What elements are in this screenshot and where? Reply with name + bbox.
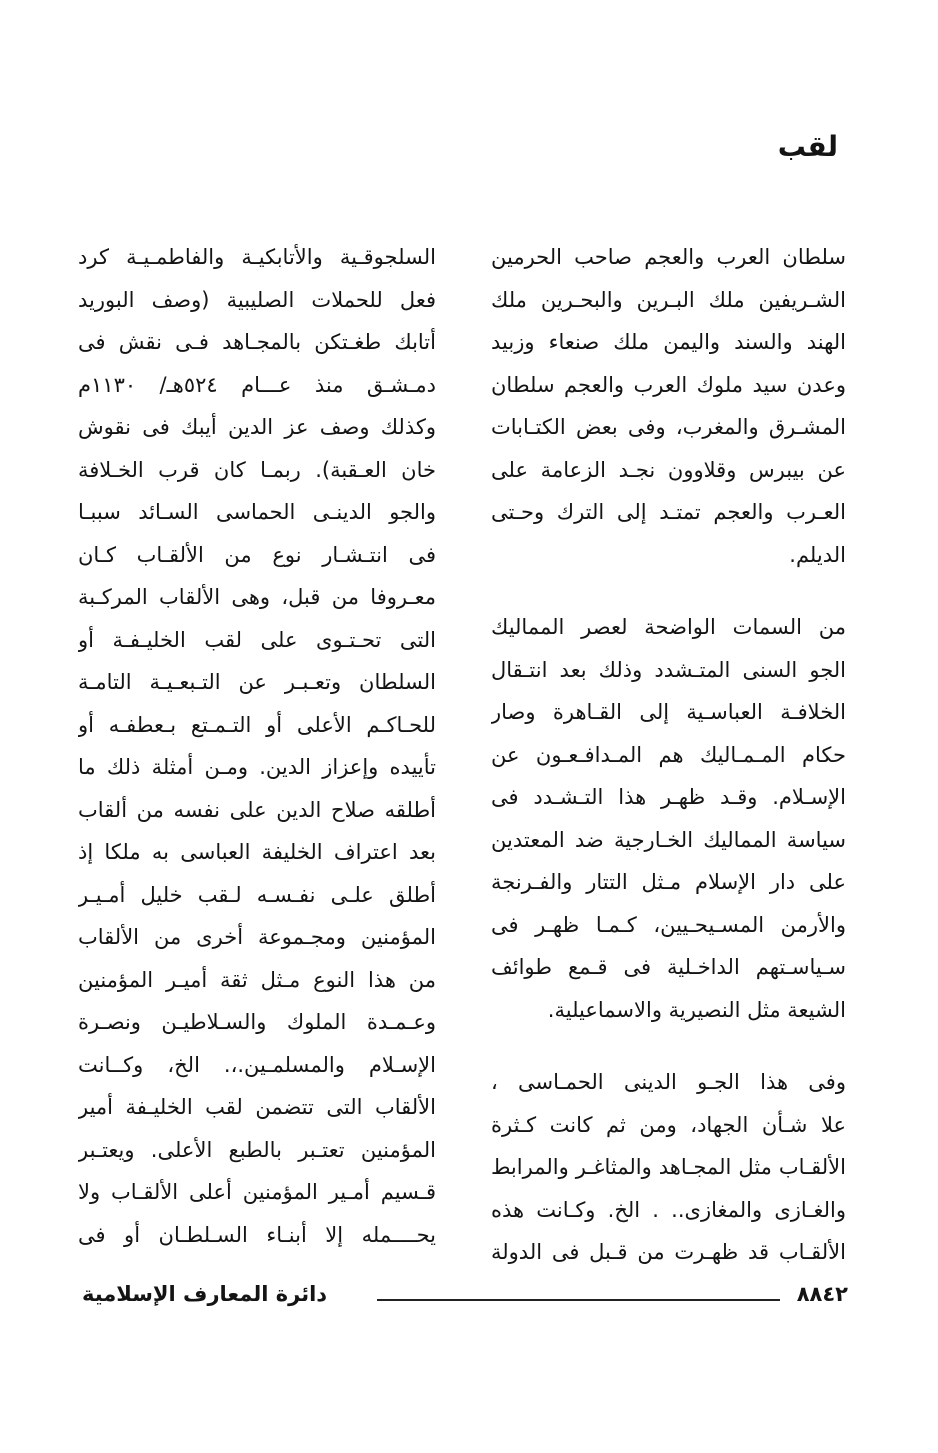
page-footer bbox=[82, 1282, 848, 1318]
paragraph-2 bbox=[491, 606, 846, 1031]
text-line: السلجوقـية والأتابكيـة والفاطمـيـة كرد bbox=[78, 245, 436, 269]
text-line: الهند والسند واليمن ملك صنعاء وزبيد bbox=[491, 330, 846, 354]
text-line: التى تحـتـوى على لقب الخليـفـة أو bbox=[78, 627, 436, 652]
text-line: والجو الدينـى الحماسى السـائد سببـا bbox=[78, 500, 436, 524]
text-line: سلطان العرب والعجم صاحب الحرمين bbox=[491, 245, 846, 269]
right-column bbox=[491, 236, 846, 1274]
text-line: الخلافـة العباسـية إلى القـاهرة وصار bbox=[491, 700, 846, 724]
text-line: من هذا النوع مـثل ثقة أميـر المؤمنين bbox=[78, 967, 436, 992]
text-line: الجو السنى المتـشدد وذلك بعد انتـقال bbox=[491, 657, 846, 682]
footer-rule bbox=[377, 1299, 780, 1301]
text-line: المشـرق والمغرب، وفى بعض الكتـابات bbox=[491, 415, 846, 439]
text-line: بعد اعتراف الخليفة العباسى به ملكا إذ bbox=[78, 840, 436, 864]
paragraph-continued bbox=[78, 236, 436, 1256]
text-line: حكام المـمـاليك هم المـدافـعـون عن bbox=[491, 742, 846, 767]
text-line: خان العـقبة). ربمـا كان قرب الخـلافة bbox=[78, 457, 436, 482]
text-line: من السمات الواضحة لعصر المماليك bbox=[491, 615, 846, 639]
text-line: الألقـاب مثل المجـاهد والمثاغـر والمرابط bbox=[491, 1155, 846, 1179]
text-line: العـرب والعجم تمتـد إلى الترك وحـتى bbox=[491, 500, 846, 524]
text-line: أطلقه صلاح الدين على نفسه من ألقاب bbox=[78, 797, 436, 822]
text-line: فى انتـشـار نوع من الألقـاب كـان bbox=[78, 542, 436, 567]
text-line: الألقاب التى تتضمن لقب الخليـفة أمير bbox=[78, 1095, 436, 1119]
text-line: السلطان وتعـبـر عن التـبعـيـة التامـة bbox=[78, 670, 436, 694]
text-line: الشيعة مثل النصيرية والاسماعيلية. bbox=[547, 997, 846, 1022]
text-line: المؤمنين ومجـموعة أخرى من الألقاب bbox=[78, 925, 436, 949]
text-line: أطلق علـى نفـسـه لـقب خليل أمـيـر bbox=[78, 882, 436, 907]
text-line: والغـازى والمغازى.. . الخ. وكـانت هذه bbox=[491, 1197, 846, 1222]
text-line: سياسة المماليك الخـارجية ضد المعتدين bbox=[491, 827, 846, 852]
publication-title: دائرة المعارف الإسلامية bbox=[82, 1282, 328, 1306]
text-line: الإسـلام. وقـد ظهـر هذا التـشـدد فى bbox=[491, 785, 846, 809]
text-line: أتابك طغـتكن بالمجـاهد فـى نقش فى bbox=[78, 330, 436, 354]
running-head: لقب bbox=[777, 130, 838, 163]
text-line: الديلم. bbox=[789, 542, 846, 567]
text-line: الإسـلام والمسلمـين.،. الخ، وكــانت bbox=[78, 1052, 436, 1077]
page-number: ٨٨٤٢ bbox=[796, 1282, 848, 1306]
text-line: الألقـاب قد ظهـرت من قـبل فى الدولة bbox=[491, 1240, 846, 1264]
text-line: للحـاكـم الأعلى أو التـمـتع بـعطفـه أو bbox=[78, 712, 436, 737]
text-line: قـسيم أمـير المؤمنين أعلى الألقـاب ولا bbox=[78, 1180, 436, 1204]
paragraph-gap bbox=[491, 1031, 846, 1061]
text-line: والأرمن المسـيحـيين، كـمـا ظهـر فى bbox=[491, 912, 846, 937]
paragraph-3 bbox=[491, 1061, 846, 1274]
text-line: دمـشـق منذ عـــام ٥٢٤هـ/ ١١٣٠م bbox=[78, 372, 436, 397]
text-line: على دار الإسلام مـثل التتار والفـرنجة bbox=[491, 870, 846, 894]
text-line: يحــــمله إلا أبنـاء السـلطـان أو فى bbox=[78, 1222, 436, 1247]
text-line: الشـريفين ملك البـرين والبحـرين ملك bbox=[491, 287, 846, 312]
paragraph-1 bbox=[491, 236, 846, 576]
text-line: سـياسـتهم الداخـلية فى قـمع طوائف bbox=[491, 955, 846, 979]
text-line: وعـمـدة الملوك والسـلاطيـن ونصـرة bbox=[78, 1010, 436, 1034]
text-line: وفى هذا الجـو الدينى الحمـاسى ، bbox=[491, 1070, 846, 1094]
text-line: المؤمنين تعتـبر بالطبع الأعلى. ويعتـبر bbox=[78, 1137, 436, 1162]
paragraph-gap bbox=[491, 576, 846, 606]
text-line: علا شـأن الجهاد، ومن ثم كانت كـثرة bbox=[491, 1112, 846, 1137]
text-line: وكذلك وصف عز الدين أيبك فى نقوش bbox=[78, 415, 436, 439]
left-column bbox=[78, 236, 436, 1256]
text-line: وعدن سيد ملوك العرب والعجم سلطان bbox=[491, 372, 846, 397]
text-line: معـروفا من قبل، وهى الألقاب المركـبة bbox=[78, 585, 436, 609]
text-line: عن بيبرس وقلاوون نجـد الزعامة على bbox=[491, 457, 846, 482]
text-line: تأييده وإعزاز الدين. ومـن أمثلة ذلك ما bbox=[78, 755, 436, 779]
text-line: فعل للحملات الصليبية (وصف البوريد bbox=[78, 287, 436, 312]
